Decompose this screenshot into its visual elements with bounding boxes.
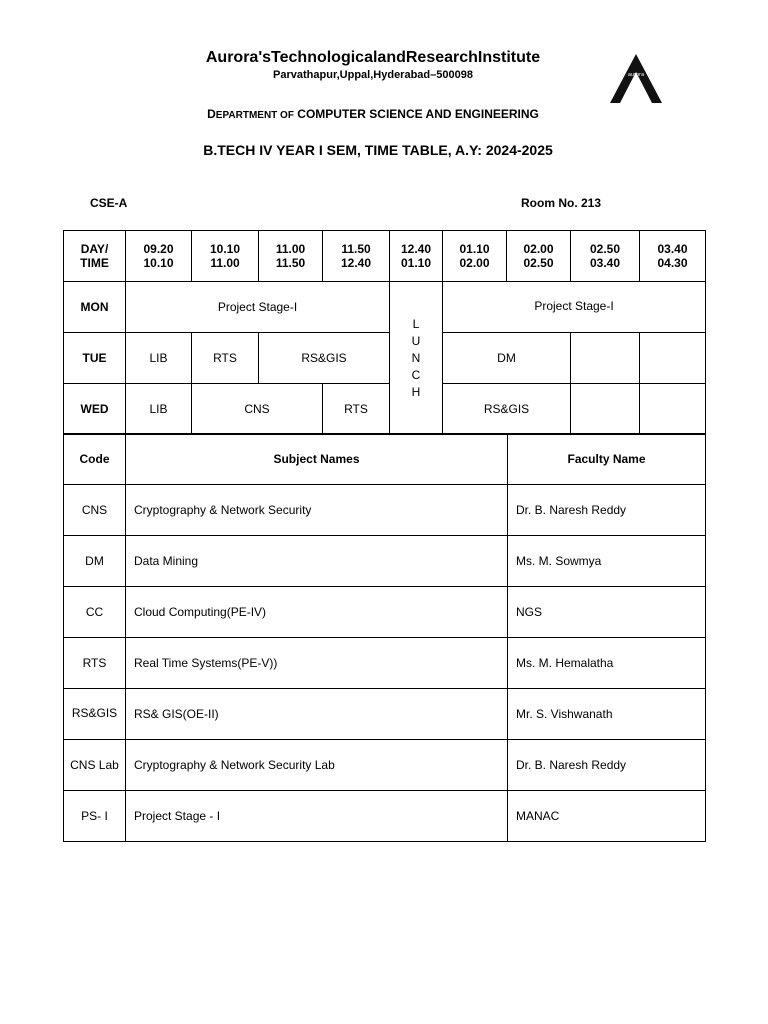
- wed-period-4: RS&GIS: [443, 384, 571, 435]
- table-row: [64, 587, 706, 638]
- day-label-wed: WED: [64, 384, 126, 435]
- slot-header: 10.10 11.00: [192, 231, 259, 282]
- wed-empty-cell: [571, 384, 640, 435]
- slot-header: 02.50 03.40: [571, 231, 640, 282]
- table-row: [64, 638, 706, 689]
- day-time-header: DAY/ TIME: [64, 231, 126, 282]
- subject-name: Cryptography & Network Security: [126, 485, 508, 536]
- room-label: Room No. 213: [521, 196, 602, 210]
- table-row: [64, 740, 706, 791]
- aurora-logo: [606, 50, 666, 106]
- slot-header: 11.00 11.50: [259, 231, 323, 282]
- faculty-name: Mr. S. Vishwanath: [508, 689, 706, 740]
- subject-name: Cloud Computing(PE-IV): [126, 587, 508, 638]
- table-row: [64, 689, 706, 740]
- subject-code: RS&GIS: [64, 689, 126, 740]
- table-row: [64, 791, 706, 842]
- subject-name: Real Time Systems(PE-V)): [126, 638, 508, 689]
- faculty-name: Dr. B. Naresh Reddy: [508, 740, 706, 791]
- day-label-tue: TUE: [64, 333, 126, 384]
- dept-prefix-rest: EPARTMENT OF: [215, 110, 294, 121]
- subject-code: CNS: [64, 485, 126, 536]
- subject-code: PS- I: [64, 791, 126, 842]
- timetable-row-tue: [64, 333, 706, 384]
- faculty-name: Dr. B. Naresh Reddy: [508, 485, 706, 536]
- subject-names-header: Subject Names: [126, 434, 508, 485]
- wed-period-1: LIB: [126, 384, 192, 435]
- slot-header: 11.50 12.40: [323, 231, 390, 282]
- timetable-row-mon: [64, 282, 706, 333]
- tue-empty-cell: [571, 333, 640, 384]
- faculty-name: Ms. M. Hemalatha: [508, 638, 706, 689]
- dept-name: COMPUTER SCIENCE AND ENGINEERING: [297, 107, 539, 121]
- faculty-name-header: Faculty Name: [508, 434, 706, 485]
- tue-period-2: RTS: [192, 333, 259, 384]
- institute-name: Aurora'sTechnologicalandResearchInstitute: [205, 49, 541, 66]
- subject-name: Project Stage - I: [126, 791, 508, 842]
- tue-empty-cell: [640, 333, 706, 384]
- wed-period-3: RTS: [323, 384, 390, 435]
- wed-empty-cell: [640, 384, 706, 435]
- institute-address: Parvathapur,Uppal,Hyderabad–500098: [273, 69, 473, 81]
- mon-morning-cell: Project Stage-I: [126, 282, 390, 333]
- logo-text: aurora: [627, 72, 645, 78]
- subject-code: CNS Lab: [64, 740, 126, 791]
- subjects-table: [63, 433, 706, 842]
- subject-code: DM: [64, 536, 126, 587]
- subject-name: RS& GIS(OE-II): [126, 689, 508, 740]
- subject-code: CC: [64, 587, 126, 638]
- day-label-mon: MON: [64, 282, 126, 333]
- slot-header: 09.20 10.10: [126, 231, 192, 282]
- timetable-header-row: [64, 231, 706, 282]
- timetable-row-wed: [64, 384, 706, 435]
- faculty-name: MANAC: [508, 791, 706, 842]
- tue-period-1: LIB: [126, 333, 192, 384]
- dept-prefix-d: D: [207, 107, 216, 121]
- section-label: CSE-A: [90, 196, 128, 210]
- slot-header: 02.00 02.50: [507, 231, 571, 282]
- slot-header: 12.40 01.10: [390, 231, 443, 282]
- subject-name: Cryptography & Network Security Lab: [126, 740, 508, 791]
- faculty-name: Ms. M. Sowmya: [508, 536, 706, 587]
- table-row: [64, 536, 706, 587]
- tue-period-4: DM: [443, 333, 571, 384]
- department-line: [0, 107, 746, 121]
- slot-header: 01.10 02.00: [443, 231, 507, 282]
- slot-header: 03.40 04.30: [640, 231, 706, 282]
- tue-period-3: RS&GIS: [259, 333, 390, 384]
- code-header: Code: [64, 434, 126, 485]
- subjects-header-row: [64, 434, 706, 485]
- faculty-name: NGS: [508, 587, 706, 638]
- wed-period-2: CNS: [192, 384, 323, 435]
- subject-name: Data Mining: [126, 536, 508, 587]
- mon-afternoon-cell: Project Stage-I: [443, 282, 706, 333]
- subject-code: RTS: [64, 638, 126, 689]
- timetable: [63, 230, 706, 435]
- table-row: [64, 485, 706, 536]
- lunch-cell: L U N C H: [390, 282, 443, 435]
- timetable-title: B.TECH IV YEAR I SEM, TIME TABLE, A.Y: 2024-2025: [203, 142, 553, 158]
